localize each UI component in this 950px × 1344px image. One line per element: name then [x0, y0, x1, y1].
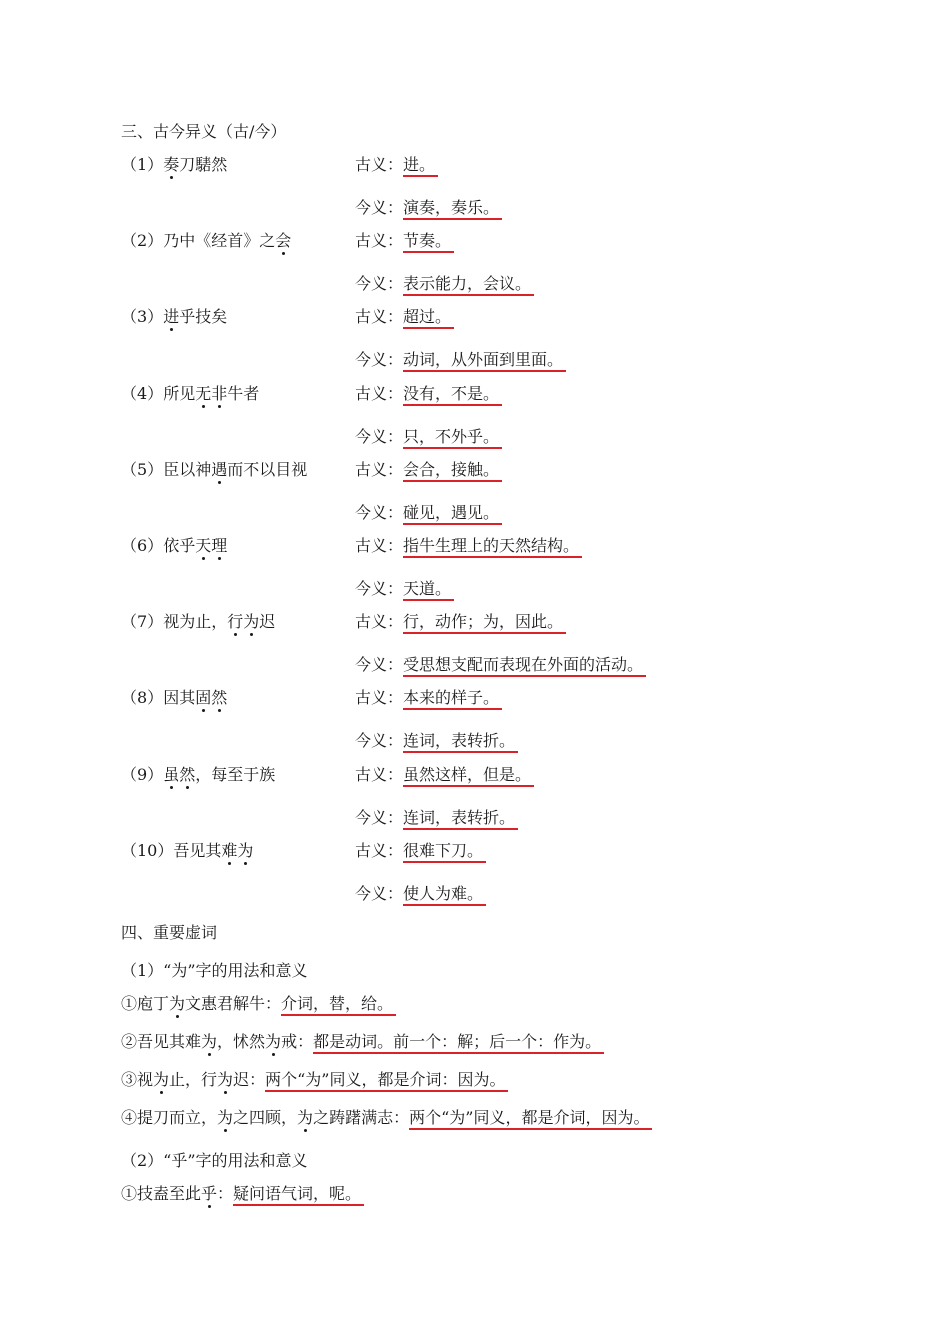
text-run: 乎技矣: [179, 307, 228, 326]
meaning-label: 古义：: [355, 384, 404, 403]
answer-underlined: 没有，不是。: [403, 384, 502, 406]
meaning-label: 今义：: [355, 884, 404, 903]
modern-meaning: [355, 349, 566, 371]
dotted-char: 为: [153, 1070, 170, 1089]
item-number: （4）: [121, 384, 164, 403]
dotted-char: 行: [227, 612, 244, 631]
answer-underlined: 碰见，遇见。: [403, 503, 502, 525]
answer-underlined: 演奏，奏乐。: [403, 198, 502, 220]
answer-underlined: 很难下刀。: [403, 841, 486, 863]
item-phrase: [121, 230, 291, 252]
answer-underlined: 只，不外乎。: [403, 427, 502, 449]
answer-underlined: 使人为难。: [403, 884, 486, 906]
usage-row: [121, 1183, 364, 1205]
dotted-char: 为: [217, 1108, 234, 1127]
text-run: ④提刀而立，: [121, 1108, 218, 1127]
usage-row: [121, 1069, 508, 1091]
item-phrase: [121, 687, 227, 709]
text-run: ，每至于族: [195, 765, 276, 784]
modern-meaning: [355, 197, 502, 219]
ancient-meaning: [355, 764, 534, 786]
item-phrase: [121, 459, 307, 481]
ancient-meaning: [355, 611, 566, 633]
answer-underlined: 节奏。: [403, 231, 454, 253]
answer-underlined: 疑问语气词，呢。: [233, 1184, 364, 1206]
item-phrase: [121, 611, 275, 633]
usage-row: [121, 993, 396, 1015]
meaning-label: 今义：: [355, 808, 404, 827]
modern-meaning: [355, 273, 534, 295]
item-phrase: [121, 306, 227, 328]
text-run: 视为止，: [163, 612, 228, 631]
meaning-label: 今义：: [355, 427, 404, 446]
answer-underlined: 天道。: [403, 579, 454, 601]
modern-meaning: [355, 578, 454, 600]
dotted-char: 为: [237, 841, 254, 860]
modern-meaning: [355, 807, 518, 829]
answer-underlined: 行，动作；为，因此。: [403, 612, 566, 634]
meaning-label: 今义：: [355, 579, 404, 598]
text-run: 乃中《经首》之: [163, 231, 276, 250]
meaning-label: 今义：: [355, 350, 404, 369]
item-phrase: [121, 840, 253, 862]
text-run: 因其: [163, 688, 196, 707]
item-number: （2）: [121, 231, 164, 250]
item-number: （9）: [121, 765, 164, 784]
dotted-char: 天: [195, 536, 212, 555]
answer-underlined: 会合，接触。: [403, 460, 502, 482]
text-run: ①技盍至此: [121, 1184, 202, 1203]
dotted-char: 会: [275, 231, 292, 250]
modern-meaning: [355, 502, 502, 524]
text-run: ①庖丁: [121, 994, 170, 1013]
answer-underlined: 连词，表转折。: [403, 808, 518, 830]
dotted-char: 非: [211, 384, 228, 403]
text-run: 戒：: [281, 1032, 314, 1051]
meaning-label: 今义：: [355, 503, 404, 522]
ancient-meaning: [355, 230, 454, 252]
meaning-label: 古义：: [355, 231, 404, 250]
dotted-char: 进: [163, 307, 180, 326]
usage-row: [121, 1031, 604, 1053]
meaning-label: 古义：: [355, 307, 404, 326]
dotted-char: 虽: [163, 765, 180, 784]
item-number: （7）: [121, 612, 164, 631]
dotted-char: 乎: [201, 1184, 218, 1203]
section-title: 三、古今异义（古/今）: [121, 122, 287, 141]
item-phrase: [121, 764, 275, 786]
item-number: （3）: [121, 307, 164, 326]
modern-meaning: [355, 426, 502, 448]
group-heading: （2）“乎”字的用法和意义: [121, 1151, 308, 1170]
answer-underlined: 受思想支配而表现在外面的活动。: [403, 655, 646, 677]
item-number: （10）: [121, 841, 174, 860]
ancient-meaning: [355, 687, 502, 709]
text-run: ，怵然: [217, 1032, 266, 1051]
text-run: ②吾见其难: [121, 1032, 202, 1051]
answer-underlined: 虽然这样，但是。: [403, 765, 534, 787]
ancient-meaning: [355, 840, 486, 862]
answer-underlined: 本来的样子。: [403, 688, 502, 710]
modern-meaning: [355, 883, 486, 905]
text-run: 吾见其: [173, 841, 222, 860]
ancient-meaning: [355, 459, 502, 481]
modern-meaning: [355, 654, 646, 676]
meaning-label: 古义：: [355, 612, 404, 631]
answer-underlined: 都是动词。前一个：解；后一个：作为。: [313, 1032, 604, 1054]
dotted-char: 为: [201, 1032, 218, 1051]
modern-meaning: [355, 730, 518, 752]
text-run: 之四顾，: [233, 1108, 298, 1127]
answer-underlined: 两个“为”同义，都是介词，因为。: [409, 1108, 652, 1130]
meaning-label: 古义：: [355, 460, 404, 479]
meaning-label: 古义：: [355, 688, 404, 707]
dotted-char: 理: [211, 536, 228, 555]
usage-row: [121, 1107, 652, 1129]
dotted-char: 为: [169, 994, 186, 1013]
dotted-char: 为: [265, 1032, 282, 1051]
text-run: 迟：: [233, 1070, 266, 1089]
item-phrase: [121, 154, 227, 176]
dotted-char: 为: [297, 1108, 314, 1127]
dotted-char: 难: [221, 841, 238, 860]
item-phrase: [121, 383, 259, 405]
meaning-label: 今义：: [355, 274, 404, 293]
answer-underlined: 连词，表转折。: [403, 731, 518, 753]
item-number: （5）: [121, 460, 164, 479]
ancient-meaning: [355, 306, 454, 328]
meaning-label: 古义：: [355, 536, 404, 555]
answer-underlined: 两个“为”同义，都是介词：因为。: [265, 1070, 508, 1092]
meaning-label: 今义：: [355, 731, 404, 750]
section-title: 四、重要虚词: [121, 923, 218, 942]
item-number: （1）: [121, 155, 164, 174]
text-run: ：: [217, 1184, 234, 1203]
text-run: 牛者: [227, 384, 260, 403]
ancient-meaning: [355, 535, 582, 557]
item-number: （8）: [121, 688, 164, 707]
answer-underlined: 表示能力，会议。: [403, 274, 534, 296]
text-run: 之踌躇满志：: [313, 1108, 410, 1127]
item-phrase: [121, 535, 227, 557]
meaning-label: 今义：: [355, 655, 404, 674]
dotted-char: 为: [243, 612, 260, 631]
meaning-label: 古义：: [355, 765, 404, 784]
dotted-char: 奏: [163, 155, 180, 174]
answer-underlined: 进。: [403, 155, 438, 177]
dotted-char: 无: [195, 384, 212, 403]
answer-underlined: 超过。: [403, 307, 454, 329]
item-number: （6）: [121, 536, 164, 555]
answer-underlined: 动词，从外面到里面。: [403, 350, 566, 372]
text-run: 依乎: [163, 536, 196, 555]
meaning-label: 古义：: [355, 155, 404, 174]
meaning-label: 今义：: [355, 198, 404, 217]
text-run: 刀騞然: [179, 155, 228, 174]
text-run: 所见: [163, 384, 196, 403]
text-run: 而不以目视: [227, 460, 308, 479]
group-heading: （1）“为”字的用法和意义: [121, 961, 308, 980]
text-run: 文惠君解牛：: [185, 994, 282, 1013]
answer-underlined: 指牛生理上的天然结构。: [403, 536, 582, 558]
dotted-char: 为: [217, 1070, 234, 1089]
dotted-char: 固: [195, 688, 212, 707]
text-run: ③视: [121, 1070, 154, 1089]
text-run: 迟: [259, 612, 276, 631]
answer-underlined: 介词，替，给。: [281, 994, 396, 1016]
text-run: 臣以神: [163, 460, 212, 479]
meaning-label: 古义：: [355, 841, 404, 860]
ancient-meaning: [355, 383, 502, 405]
dotted-char: 然: [211, 688, 228, 707]
dotted-char: 然: [179, 765, 196, 784]
dotted-char: 遇: [211, 460, 228, 479]
text-run: 止，行: [169, 1070, 218, 1089]
ancient-meaning: [355, 154, 438, 176]
